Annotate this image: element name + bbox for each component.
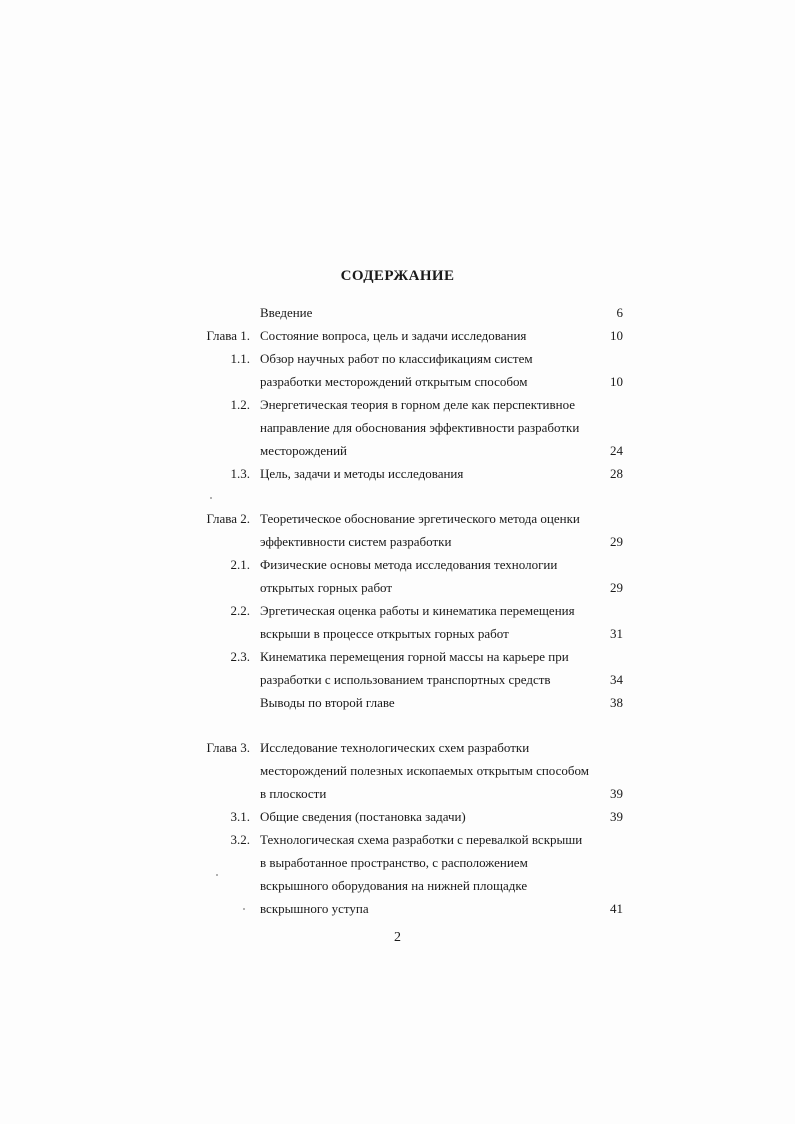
toc-entry-text: Эргетическая оценка работы и кинематика перемещения bbox=[260, 603, 575, 618]
toc-entry-text: месторождений полезных ископаемых открытым способом bbox=[260, 763, 589, 778]
toc-page-number: 39 bbox=[610, 809, 623, 824]
scan-speck bbox=[210, 497, 212, 499]
toc-entry-text: в выработанное пространство, с расположением bbox=[260, 855, 528, 870]
toc-entry-number: Глава 3. bbox=[206, 740, 250, 755]
toc-page-number: 41 bbox=[610, 901, 623, 916]
toc-entry-text: эффективности систем разработки bbox=[260, 534, 452, 549]
toc-entry-text: Обзор научных работ по классификациям систем bbox=[260, 351, 533, 366]
toc-page-number: 39 bbox=[610, 786, 623, 801]
scan-speck bbox=[243, 908, 245, 910]
toc-entry-text: Технологическая схема разработки с перевалкой вскрыши bbox=[260, 832, 583, 847]
toc-entry-text: Кинематика перемещения горной массы на карьере при bbox=[260, 649, 569, 664]
page-number: 2 bbox=[394, 930, 401, 945]
toc-page-number: 10 bbox=[610, 328, 623, 343]
toc-entry-text: Теоретическое обоснование эргетического метода оценки bbox=[260, 511, 580, 526]
toc-page-number: 10 bbox=[610, 374, 623, 389]
scan-speck bbox=[216, 874, 218, 876]
toc-entry-number: 3.2. bbox=[230, 832, 250, 847]
toc-page-number: 31 bbox=[610, 626, 623, 641]
toc-entry-number: 1.2. bbox=[230, 397, 250, 412]
toc-entry-text: направление для обоснования эффективности разработки bbox=[260, 420, 580, 435]
toc-entry-text: месторождений bbox=[260, 443, 348, 458]
toc-entry-text: разработки с использованием транспортных средств bbox=[260, 672, 551, 687]
toc-entry-text: вскрышного оборудования на нижней площадке bbox=[260, 878, 528, 893]
toc-entry-number: Глава 2. bbox=[206, 511, 250, 526]
toc-entry-text: Выводы по второй главе bbox=[260, 695, 395, 710]
toc-entry-number: 1.1. bbox=[230, 351, 250, 366]
toc-entry-text: Введение bbox=[260, 305, 313, 320]
toc-page-number: 24 bbox=[610, 443, 623, 458]
toc-page-number: 28 bbox=[610, 466, 623, 481]
toc-page-number: 38 bbox=[610, 695, 623, 710]
toc-entry-number: 2.2. bbox=[230, 603, 250, 618]
toc-page-number: 34 bbox=[610, 672, 623, 687]
toc-entry-text: вскрышного уступа bbox=[260, 901, 369, 916]
toc-entry-text: Исследование технологических схем разработки bbox=[260, 740, 530, 755]
toc-entry-number: 1.3. bbox=[230, 466, 250, 481]
toc-entry-text: Энергетическая теория в горном деле как перспективное bbox=[260, 397, 575, 412]
toc-page-number: 29 bbox=[610, 580, 623, 595]
toc-entry-number: Глава 1. bbox=[206, 328, 250, 343]
toc-entry-text: Физические основы метода исследования технологии bbox=[260, 557, 558, 572]
page-title: СОДЕРЖАНИЕ bbox=[340, 268, 455, 284]
toc-entry-number: 2.3. bbox=[230, 649, 250, 664]
toc-entry-text: вскрыши в процессе открытых горных работ bbox=[260, 626, 509, 641]
toc-entry-text: в плоскости bbox=[260, 786, 327, 801]
toc-entry-number: 2.1. bbox=[230, 557, 250, 572]
toc-entry-text: Цель, задачи и методы исследования bbox=[260, 466, 464, 481]
toc-entry-text: Общие сведения (постановка задачи) bbox=[260, 809, 466, 824]
toc-entry-text: Состояние вопроса, цель и задачи исследования bbox=[260, 328, 527, 343]
toc-page-number: 29 bbox=[610, 534, 623, 549]
toc-page-number: 6 bbox=[616, 305, 623, 320]
toc-entry-text: разработки месторождений открытым способом bbox=[260, 374, 528, 389]
toc-entry-number: 3.1. bbox=[230, 809, 250, 824]
toc-entry-text: открытых горных работ bbox=[260, 580, 393, 595]
